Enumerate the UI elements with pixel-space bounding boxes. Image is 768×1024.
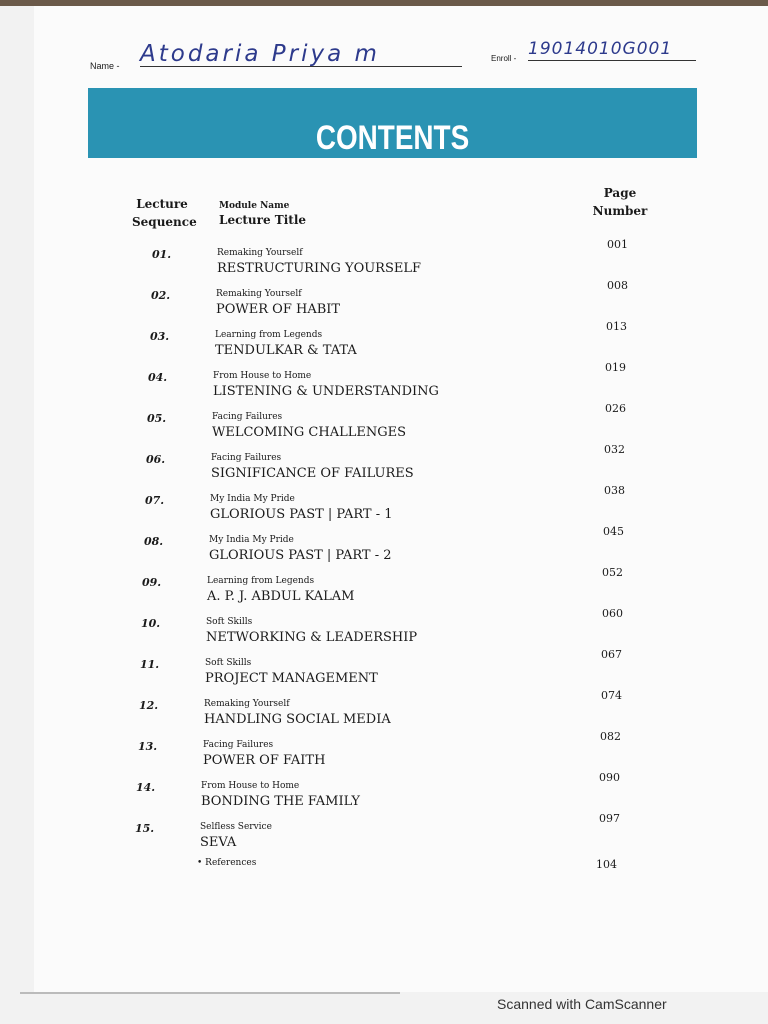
page-number: 019 (605, 361, 626, 374)
contents-row (0, 281, 768, 321)
module-name: Learning from Legends (215, 330, 323, 340)
lecture-sequence: 01. (152, 248, 172, 261)
scanner-watermark: Scanned with CamScanner (497, 996, 667, 1012)
column-header-page: Page Number (592, 186, 648, 218)
contents-row (0, 568, 768, 608)
enroll-handwritten: 19014010G001 (528, 38, 696, 61)
lecture-title: SEVA (200, 835, 237, 850)
module-name: Learning from Legends (207, 576, 315, 586)
contents-row (0, 486, 768, 526)
contents-row (0, 527, 768, 567)
lecture-title: SIGNIFICANCE OF FAILURES (211, 466, 414, 481)
lecture-sequence: 11. (140, 658, 160, 671)
contents-row (0, 691, 768, 731)
contents-row (0, 363, 768, 403)
page-number: 013 (606, 320, 627, 333)
page-number: 001 (607, 238, 628, 251)
module-name: Remaking Yourself (204, 699, 290, 709)
lecture-sequence: 09. (142, 576, 162, 589)
page-number: 074 (601, 689, 622, 702)
contents-row (0, 732, 768, 772)
lecture-title: RESTRUCTURING YOURSELF (217, 261, 422, 276)
page-number: 082 (600, 730, 621, 743)
lecture-sequence: 12. (139, 699, 159, 712)
lecture-sequence: 08. (144, 535, 164, 548)
module-name: Soft Skills (206, 617, 253, 627)
page-number: 032 (604, 443, 625, 456)
module-name: Remaking Yourself (216, 289, 302, 299)
module-name: From House to Home (201, 781, 300, 791)
lecture-title: GLORIOUS PAST | PART - 2 (209, 548, 392, 563)
lecture-sequence: 07. (145, 494, 165, 507)
page-number: 052 (602, 566, 623, 579)
lecture-sequence: 15. (135, 822, 155, 835)
column-header-title: Lecture Title (219, 213, 307, 227)
lecture-title: NETWORKING & LEADERSHIP (206, 630, 418, 645)
lecture-title: A. P. J. ABDUL KALAM (207, 589, 355, 604)
lecture-sequence: 13. (138, 740, 158, 753)
lecture-sequence: 04. (148, 371, 168, 384)
contents-banner (88, 88, 697, 158)
module-name: From House to Home (213, 371, 312, 381)
module-name: My India My Pride (210, 494, 295, 504)
column-header-module: Module Name (219, 201, 290, 211)
page-number: 097 (599, 812, 620, 825)
lecture-sequence: 14. (136, 781, 156, 794)
contents-row (0, 322, 768, 362)
module-name: My India My Pride (209, 535, 294, 545)
lecture-title: TENDULKAR & TATA (215, 343, 357, 358)
lecture-title: POWER OF FAITH (203, 753, 326, 768)
contents-row (0, 650, 768, 690)
module-name: Remaking Yourself (217, 248, 303, 258)
contents-row (0, 404, 768, 444)
page-number: 090 (599, 771, 620, 784)
column-header-sequence: Lecture Sequence (132, 197, 197, 229)
name-handwritten: Atodaria Priya m (140, 42, 462, 67)
module-name: Facing Failures (203, 740, 274, 750)
page-number: 067 (601, 648, 622, 661)
lecture-title: LISTENING & UNDERSTANDING (213, 384, 439, 399)
enroll-label: Enroll - (491, 54, 517, 63)
contents-row (0, 814, 768, 854)
module-name: Facing Failures (212, 412, 283, 422)
lecture-sequence: 03. (150, 330, 170, 343)
lecture-title: BONDING THE FAMILY (201, 794, 361, 809)
module-name: Soft Skills (205, 658, 252, 668)
lecture-title: PROJECT MANAGEMENT (205, 671, 378, 686)
module-name: Selfless Service (200, 822, 272, 832)
contents-row (0, 773, 768, 813)
page-number: 038 (604, 484, 625, 497)
page-number: 060 (602, 607, 623, 620)
name-label: Name - (90, 61, 120, 71)
contents-title: CONTENTS (315, 119, 470, 157)
page-number: 026 (605, 402, 626, 415)
lecture-title: HANDLING SOCIAL MEDIA (204, 712, 391, 727)
lecture-title: POWER OF HABIT (216, 302, 341, 317)
lecture-title: GLORIOUS PAST | PART - 1 (210, 507, 393, 522)
references-label: • References (197, 858, 257, 868)
lecture-sequence: 02. (151, 289, 171, 302)
lecture-sequence: 05. (147, 412, 167, 425)
lecture-sequence: 06. (146, 453, 166, 466)
lecture-title: WELCOMING CHALLENGES (212, 425, 407, 440)
references-page: 104 (596, 858, 617, 871)
module-name: Facing Failures (211, 453, 282, 463)
page-number: 008 (607, 279, 628, 292)
lecture-sequence: 10. (141, 617, 161, 630)
page-number: 045 (603, 525, 624, 538)
page-bottom-edge (20, 992, 400, 994)
contents-row (0, 240, 768, 280)
contents-row (0, 609, 768, 649)
contents-row (0, 445, 768, 485)
